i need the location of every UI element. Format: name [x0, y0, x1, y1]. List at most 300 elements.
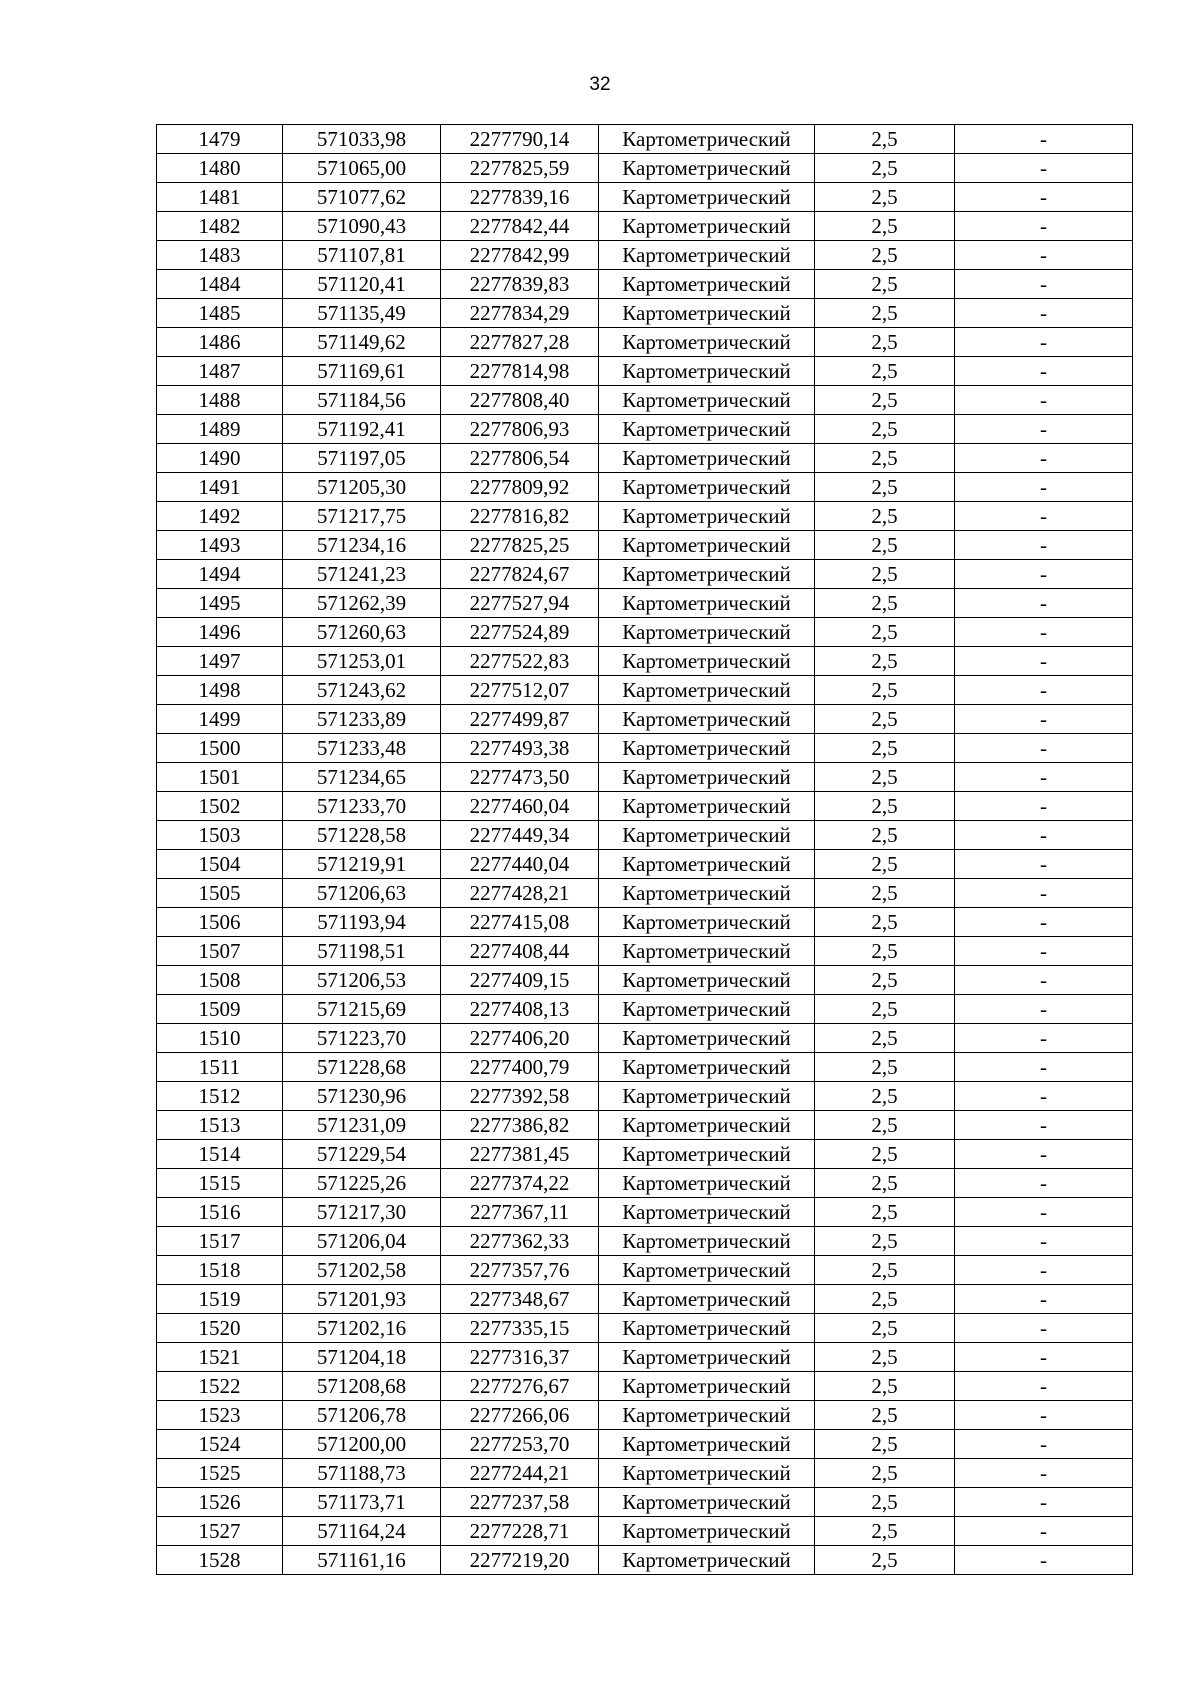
note-cell: - [955, 1082, 1133, 1111]
note-cell: - [955, 1314, 1133, 1343]
point-number-cell: 1507 [157, 937, 283, 966]
point-number-cell: 1518 [157, 1256, 283, 1285]
table-row [157, 995, 1133, 1024]
point-number-cell: 1481 [157, 183, 283, 212]
x-coordinate-cell: 571233,89 [283, 705, 441, 734]
note-cell: - [955, 734, 1133, 763]
point-number-cell: 1523 [157, 1401, 283, 1430]
y-coordinate-cell: 2277392,58 [441, 1082, 599, 1111]
point-number-cell: 1499 [157, 705, 283, 734]
accuracy-cell: 2,5 [815, 125, 955, 154]
x-coordinate-cell: 571149,62 [283, 328, 441, 357]
accuracy-cell: 2,5 [815, 1256, 955, 1285]
note-cell: - [955, 1488, 1133, 1517]
method-cell: Картометрический [599, 1140, 815, 1169]
point-number-cell: 1514 [157, 1140, 283, 1169]
y-coordinate-cell: 2277512,07 [441, 676, 599, 705]
x-coordinate-cell: 571217,75 [283, 502, 441, 531]
table-row [157, 763, 1133, 792]
x-coordinate-cell: 571161,16 [283, 1546, 441, 1575]
table-row [157, 937, 1133, 966]
note-cell: - [955, 1546, 1133, 1575]
x-coordinate-cell: 571033,98 [283, 125, 441, 154]
note-cell: - [955, 879, 1133, 908]
accuracy-cell: 2,5 [815, 1314, 955, 1343]
x-coordinate-cell: 571202,58 [283, 1256, 441, 1285]
method-cell: Картометрический [599, 1082, 815, 1111]
table-row [157, 154, 1133, 183]
accuracy-cell: 2,5 [815, 444, 955, 473]
note-cell: - [955, 531, 1133, 560]
method-cell: Картометрический [599, 1546, 815, 1575]
x-coordinate-cell: 571173,71 [283, 1488, 441, 1517]
accuracy-cell: 2,5 [815, 241, 955, 270]
point-number-cell: 1520 [157, 1314, 283, 1343]
accuracy-cell: 2,5 [815, 1546, 955, 1575]
note-cell: - [955, 1372, 1133, 1401]
method-cell: Картометрический [599, 763, 815, 792]
accuracy-cell: 2,5 [815, 763, 955, 792]
table-row [157, 821, 1133, 850]
point-number-cell: 1489 [157, 415, 283, 444]
table-row [157, 1430, 1133, 1459]
y-coordinate-cell: 2277440,04 [441, 850, 599, 879]
point-number-cell: 1496 [157, 618, 283, 647]
x-coordinate-cell: 571200,00 [283, 1430, 441, 1459]
point-number-cell: 1510 [157, 1024, 283, 1053]
y-coordinate-cell: 2277386,82 [441, 1111, 599, 1140]
accuracy-cell: 2,5 [815, 618, 955, 647]
note-cell: - [955, 1140, 1133, 1169]
table-row [157, 502, 1133, 531]
accuracy-cell: 2,5 [815, 908, 955, 937]
table-row [157, 1256, 1133, 1285]
accuracy-cell: 2,5 [815, 299, 955, 328]
method-cell: Картометрический [599, 531, 815, 560]
x-coordinate-cell: 571234,65 [283, 763, 441, 792]
y-coordinate-cell: 2277237,58 [441, 1488, 599, 1517]
y-coordinate-cell: 2277834,29 [441, 299, 599, 328]
note-cell: - [955, 444, 1133, 473]
note-cell: - [955, 995, 1133, 1024]
y-coordinate-cell: 2277362,33 [441, 1227, 599, 1256]
y-coordinate-cell: 2277357,76 [441, 1256, 599, 1285]
x-coordinate-cell: 571164,24 [283, 1517, 441, 1546]
table-row [157, 734, 1133, 763]
table-row [157, 531, 1133, 560]
accuracy-cell: 2,5 [815, 1082, 955, 1111]
x-coordinate-cell: 571228,68 [283, 1053, 441, 1082]
y-coordinate-cell: 2277408,13 [441, 995, 599, 1024]
y-coordinate-cell: 2277839,16 [441, 183, 599, 212]
point-number-cell: 1491 [157, 473, 283, 502]
method-cell: Картометрический [599, 386, 815, 415]
y-coordinate-cell: 2277335,15 [441, 1314, 599, 1343]
y-coordinate-cell: 2277825,59 [441, 154, 599, 183]
method-cell: Картометрический [599, 1372, 815, 1401]
method-cell: Картометрический [599, 618, 815, 647]
note-cell: - [955, 1517, 1133, 1546]
accuracy-cell: 2,5 [815, 531, 955, 560]
x-coordinate-cell: 571193,94 [283, 908, 441, 937]
y-coordinate-cell: 2277842,99 [441, 241, 599, 270]
method-cell: Картометрический [599, 1285, 815, 1314]
accuracy-cell: 2,5 [815, 154, 955, 183]
table-row [157, 1314, 1133, 1343]
x-coordinate-cell: 571202,16 [283, 1314, 441, 1343]
point-number-cell: 1527 [157, 1517, 283, 1546]
y-coordinate-cell: 2277408,44 [441, 937, 599, 966]
y-coordinate-cell: 2277428,21 [441, 879, 599, 908]
method-cell: Картометрический [599, 444, 815, 473]
table-row [157, 299, 1133, 328]
accuracy-cell: 2,5 [815, 966, 955, 995]
point-number-cell: 1484 [157, 270, 283, 299]
x-coordinate-cell: 571230,96 [283, 1082, 441, 1111]
note-cell: - [955, 821, 1133, 850]
method-cell: Картометрический [599, 647, 815, 676]
y-coordinate-cell: 2277244,21 [441, 1459, 599, 1488]
accuracy-cell: 2,5 [815, 1140, 955, 1169]
point-number-cell: 1519 [157, 1285, 283, 1314]
method-cell: Картометрический [599, 792, 815, 821]
accuracy-cell: 2,5 [815, 357, 955, 386]
x-coordinate-cell: 571262,39 [283, 589, 441, 618]
method-cell: Картометрический [599, 1343, 815, 1372]
method-cell: Картометрический [599, 125, 815, 154]
point-number-cell: 1505 [157, 879, 283, 908]
accuracy-cell: 2,5 [815, 821, 955, 850]
method-cell: Картометрический [599, 154, 815, 183]
x-coordinate-cell: 571188,73 [283, 1459, 441, 1488]
page-number: 32 [589, 74, 611, 95]
point-number-cell: 1503 [157, 821, 283, 850]
accuracy-cell: 2,5 [815, 1198, 955, 1227]
method-cell: Картометрический [599, 415, 815, 444]
point-number-cell: 1492 [157, 502, 283, 531]
y-coordinate-cell: 2277824,67 [441, 560, 599, 589]
table-row [157, 966, 1133, 995]
accuracy-cell: 2,5 [815, 879, 955, 908]
note-cell: - [955, 1024, 1133, 1053]
x-coordinate-cell: 571260,63 [283, 618, 441, 647]
method-cell: Картометрический [599, 1198, 815, 1227]
accuracy-cell: 2,5 [815, 937, 955, 966]
point-number-cell: 1506 [157, 908, 283, 937]
note-cell: - [955, 1198, 1133, 1227]
note-cell: - [955, 357, 1133, 386]
accuracy-cell: 2,5 [815, 676, 955, 705]
method-cell: Картометрический [599, 1430, 815, 1459]
method-cell: Картометрический [599, 183, 815, 212]
y-coordinate-cell: 2277806,54 [441, 444, 599, 473]
point-number-cell: 1515 [157, 1169, 283, 1198]
method-cell: Картометрический [599, 502, 815, 531]
y-coordinate-cell: 2277839,83 [441, 270, 599, 299]
note-cell: - [955, 1343, 1133, 1372]
note-cell: - [955, 1401, 1133, 1430]
y-coordinate-cell: 2277806,93 [441, 415, 599, 444]
method-cell: Картометрический [599, 560, 815, 589]
x-coordinate-cell: 571169,61 [283, 357, 441, 386]
table-row [157, 908, 1133, 937]
point-number-cell: 1516 [157, 1198, 283, 1227]
point-number-cell: 1524 [157, 1430, 283, 1459]
table-row [157, 1546, 1133, 1575]
point-number-cell: 1483 [157, 241, 283, 270]
note-cell: - [955, 386, 1133, 415]
y-coordinate-cell: 2277814,98 [441, 357, 599, 386]
table-row [157, 1285, 1133, 1314]
method-cell: Картометрический [599, 1314, 815, 1343]
note-cell: - [955, 299, 1133, 328]
note-cell: - [955, 966, 1133, 995]
note-cell: - [955, 908, 1133, 937]
table-row [157, 792, 1133, 821]
accuracy-cell: 2,5 [815, 270, 955, 299]
method-cell: Картометрический [599, 850, 815, 879]
note-cell: - [955, 560, 1133, 589]
y-coordinate-cell: 2277348,67 [441, 1285, 599, 1314]
coordinates-table [156, 124, 1133, 1575]
note-cell: - [955, 937, 1133, 966]
method-cell: Картометрический [599, 212, 815, 241]
y-coordinate-cell: 2277809,92 [441, 473, 599, 502]
accuracy-cell: 2,5 [815, 792, 955, 821]
table-row [157, 589, 1133, 618]
point-number-cell: 1511 [157, 1053, 283, 1082]
accuracy-cell: 2,5 [815, 647, 955, 676]
x-coordinate-cell: 571219,91 [283, 850, 441, 879]
x-coordinate-cell: 571107,81 [283, 241, 441, 270]
table-row [157, 1227, 1133, 1256]
y-coordinate-cell: 2277449,34 [441, 821, 599, 850]
x-coordinate-cell: 571206,04 [283, 1227, 441, 1256]
accuracy-cell: 2,5 [815, 1401, 955, 1430]
point-number-cell: 1528 [157, 1546, 283, 1575]
accuracy-cell: 2,5 [815, 1227, 955, 1256]
x-coordinate-cell: 571090,43 [283, 212, 441, 241]
y-coordinate-cell: 2277524,89 [441, 618, 599, 647]
note-cell: - [955, 1285, 1133, 1314]
table-row [157, 1459, 1133, 1488]
note-cell: - [955, 502, 1133, 531]
method-cell: Картометрический [599, 908, 815, 937]
accuracy-cell: 2,5 [815, 705, 955, 734]
y-coordinate-cell: 2277228,71 [441, 1517, 599, 1546]
accuracy-cell: 2,5 [815, 734, 955, 763]
x-coordinate-cell: 571197,05 [283, 444, 441, 473]
x-coordinate-cell: 571206,78 [283, 1401, 441, 1430]
x-coordinate-cell: 571241,23 [283, 560, 441, 589]
table-row [157, 328, 1133, 357]
y-coordinate-cell: 2277527,94 [441, 589, 599, 618]
method-cell: Картометрический [599, 1053, 815, 1082]
x-coordinate-cell: 571198,51 [283, 937, 441, 966]
accuracy-cell: 2,5 [815, 560, 955, 589]
point-number-cell: 1486 [157, 328, 283, 357]
note-cell: - [955, 618, 1133, 647]
y-coordinate-cell: 2277816,82 [441, 502, 599, 531]
note-cell: - [955, 647, 1133, 676]
accuracy-cell: 2,5 [815, 850, 955, 879]
point-number-cell: 1502 [157, 792, 283, 821]
y-coordinate-cell: 2277415,08 [441, 908, 599, 937]
y-coordinate-cell: 2277522,83 [441, 647, 599, 676]
x-coordinate-cell: 571223,70 [283, 1024, 441, 1053]
table-row [157, 1082, 1133, 1111]
method-cell: Картометрический [599, 589, 815, 618]
method-cell: Картометрический [599, 1517, 815, 1546]
x-coordinate-cell: 571135,49 [283, 299, 441, 328]
table-row [157, 560, 1133, 589]
accuracy-cell: 2,5 [815, 1169, 955, 1198]
point-number-cell: 1513 [157, 1111, 283, 1140]
accuracy-cell: 2,5 [815, 1285, 955, 1314]
accuracy-cell: 2,5 [815, 1488, 955, 1517]
method-cell: Картометрический [599, 1256, 815, 1285]
x-coordinate-cell: 571184,56 [283, 386, 441, 415]
y-coordinate-cell: 2277473,50 [441, 763, 599, 792]
table-row [157, 357, 1133, 386]
table-row [157, 270, 1133, 299]
point-number-cell: 1488 [157, 386, 283, 415]
table-row [157, 386, 1133, 415]
point-number-cell: 1494 [157, 560, 283, 589]
accuracy-cell: 2,5 [815, 589, 955, 618]
x-coordinate-cell: 571228,58 [283, 821, 441, 850]
y-coordinate-cell: 2277825,25 [441, 531, 599, 560]
table-row [157, 1169, 1133, 1198]
note-cell: - [955, 154, 1133, 183]
table-row [157, 618, 1133, 647]
x-coordinate-cell: 571253,01 [283, 647, 441, 676]
table-row [157, 705, 1133, 734]
method-cell: Картометрический [599, 299, 815, 328]
note-cell: - [955, 705, 1133, 734]
x-coordinate-cell: 571204,18 [283, 1343, 441, 1372]
accuracy-cell: 2,5 [815, 1517, 955, 1546]
x-coordinate-cell: 571205,30 [283, 473, 441, 502]
note-cell: - [955, 792, 1133, 821]
method-cell: Картометрический [599, 821, 815, 850]
point-number-cell: 1498 [157, 676, 283, 705]
table-row [157, 1111, 1133, 1140]
accuracy-cell: 2,5 [815, 995, 955, 1024]
y-coordinate-cell: 2277409,15 [441, 966, 599, 995]
table-row [157, 1488, 1133, 1517]
point-number-cell: 1517 [157, 1227, 283, 1256]
method-cell: Картометрический [599, 879, 815, 908]
table-row [157, 415, 1133, 444]
x-coordinate-cell: 571234,16 [283, 531, 441, 560]
y-coordinate-cell: 2277790,14 [441, 125, 599, 154]
x-coordinate-cell: 571229,54 [283, 1140, 441, 1169]
point-number-cell: 1487 [157, 357, 283, 386]
table-row [157, 183, 1133, 212]
y-coordinate-cell: 2277842,44 [441, 212, 599, 241]
note-cell: - [955, 676, 1133, 705]
table-row [157, 1140, 1133, 1169]
accuracy-cell: 2,5 [815, 1343, 955, 1372]
x-coordinate-cell: 571206,63 [283, 879, 441, 908]
y-coordinate-cell: 2277266,06 [441, 1401, 599, 1430]
x-coordinate-cell: 571215,69 [283, 995, 441, 1024]
accuracy-cell: 2,5 [815, 1024, 955, 1053]
table-row [157, 444, 1133, 473]
y-coordinate-cell: 2277400,79 [441, 1053, 599, 1082]
table-row [157, 125, 1133, 154]
x-coordinate-cell: 571233,48 [283, 734, 441, 763]
y-coordinate-cell: 2277253,70 [441, 1430, 599, 1459]
note-cell: - [955, 270, 1133, 299]
note-cell: - [955, 1459, 1133, 1488]
point-number-cell: 1479 [157, 125, 283, 154]
x-coordinate-cell: 571243,62 [283, 676, 441, 705]
y-coordinate-cell: 2277276,67 [441, 1372, 599, 1401]
accuracy-cell: 2,5 [815, 212, 955, 241]
point-number-cell: 1526 [157, 1488, 283, 1517]
y-coordinate-cell: 2277808,40 [441, 386, 599, 415]
table-row [157, 1343, 1133, 1372]
note-cell: - [955, 415, 1133, 444]
y-coordinate-cell: 2277367,11 [441, 1198, 599, 1227]
method-cell: Картометрический [599, 1488, 815, 1517]
y-coordinate-cell: 2277406,20 [441, 1024, 599, 1053]
x-coordinate-cell: 571208,68 [283, 1372, 441, 1401]
note-cell: - [955, 1111, 1133, 1140]
x-coordinate-cell: 571233,70 [283, 792, 441, 821]
y-coordinate-cell: 2277374,22 [441, 1169, 599, 1198]
method-cell: Картометрический [599, 473, 815, 502]
x-coordinate-cell: 571201,93 [283, 1285, 441, 1314]
point-number-cell: 1522 [157, 1372, 283, 1401]
y-coordinate-cell: 2277381,45 [441, 1140, 599, 1169]
note-cell: - [955, 241, 1133, 270]
table-row [157, 1517, 1133, 1546]
y-coordinate-cell: 2277827,28 [441, 328, 599, 357]
accuracy-cell: 2,5 [815, 328, 955, 357]
table-row [157, 647, 1133, 676]
point-number-cell: 1497 [157, 647, 283, 676]
method-cell: Картометрический [599, 241, 815, 270]
note-cell: - [955, 1169, 1133, 1198]
note-cell: - [955, 850, 1133, 879]
x-coordinate-cell: 571217,30 [283, 1198, 441, 1227]
table-row [157, 1053, 1133, 1082]
table-row [157, 1372, 1133, 1401]
note-cell: - [955, 1430, 1133, 1459]
method-cell: Картометрический [599, 1111, 815, 1140]
method-cell: Картометрический [599, 937, 815, 966]
accuracy-cell: 2,5 [815, 1111, 955, 1140]
point-number-cell: 1501 [157, 763, 283, 792]
point-number-cell: 1480 [157, 154, 283, 183]
note-cell: - [955, 212, 1133, 241]
table-row [157, 212, 1133, 241]
point-number-cell: 1521 [157, 1343, 283, 1372]
coordinates-table-body [157, 125, 1133, 1575]
note-cell: - [955, 473, 1133, 502]
method-cell: Картометрический [599, 357, 815, 386]
point-number-cell: 1500 [157, 734, 283, 763]
y-coordinate-cell: 2277499,87 [441, 705, 599, 734]
note-cell: - [955, 125, 1133, 154]
note-cell: - [955, 183, 1133, 212]
accuracy-cell: 2,5 [815, 183, 955, 212]
method-cell: Картометрический [599, 1227, 815, 1256]
accuracy-cell: 2,5 [815, 473, 955, 502]
